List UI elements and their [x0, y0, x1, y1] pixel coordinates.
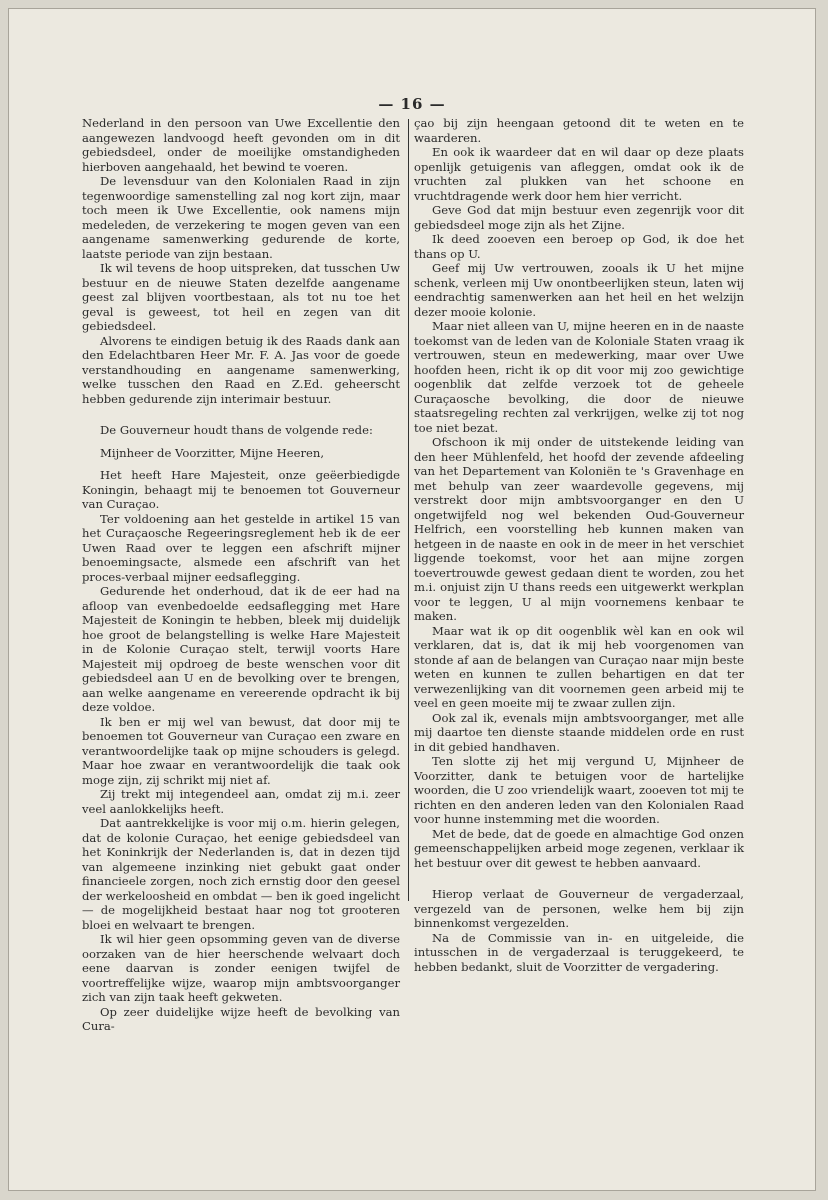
- paragraph: Dat aantrekkelijke is voor mij o.m. hierin gelegen, dat de kolonie Curaçao, het eenige gebiedsdeel van het Koninkrijk der Nederlanden is, dat in dezen tijd van algemeene inzinking niet gebukt gaat onder financieele zorgen, noch zich ernstig door den geesel der werkeloosheid en ombdat — ben ik goed ingelicht — de mogelijkheid bestaat haar nog tot grooteren bloei en welvaart te brengen.: [82, 816, 400, 932]
- paragraph: Geve God dat mijn bestuur even zegenrijk voor dit gebiedsdeel moge zijn als het Zijne.: [414, 203, 744, 232]
- paragraph: Ook zal ik, evenals mijn ambtsvoorganger, met alle mij daartoe ten dienste staande middelen orde en rust in dit gebied handhaven.: [414, 710, 744, 754]
- right-column: [414, 116, 744, 974]
- paragraph: De levensduur van den Kolonialen Raad in zijn tegenwoordige samenstelling zal nog kort zijn, maar toch meen ik Uwe Excellentie, ook namens mijn medeleden, de verzekering te mogen geven van een aangename samenwerking gedurende de korte, laatste periode van zijn bestaan.: [82, 174, 400, 261]
- paragraph: Na de Commissie van in- en uitgeleide, die intusschen in de vergaderzaal is teruggekeerd, te hebben bedankt, sluit de Voorzitter de vergadering.: [414, 930, 744, 974]
- paragraph: Ofschoon ik mij onder de uitstekende leiding van den heer Mühlenfeld, het hoofd der zevende afdeeling van het Departement van Koloniën te 's Gravenhage en met behulp van zeer waardevolle gegevens, mij verstrekt door mijn ambtsvoorganger en den U ongetwijfeld nog wel bekenden Oud-Gouverneur Helfrich, een voorstelling heb kunnen maken van hetgeen in de naaste en ook in de meer in het verschiet liggende toekomst, voor het aan mijne zorgen toevertrouwde gewest gedaan dient te worden, zou het m.i. onjuist zijn U thans reeds een uitgewerkt werkplan voor te leggen, U al mijn voornemens kenbaar te maken.: [414, 435, 744, 623]
- paragraph: Maar wat ik op dit oogenblik wèl kan en ook wil verklaren, dat is, dat ik mij heb voorgenomen van stonde af aan de belangen van Curaçao naar mijn beste weten en kunnen te zullen behartigen en dat ter verwezenlijking van dit voornemen geen arbeid mij te veel en geen moeite mij te zwaar zullen zijn.: [414, 623, 744, 710]
- paragraph: Ten slotte zij het mij vergund U, Mijnheer de Voorzitter, dank te betuigen voor de hartelijke woorden, die U zoo vriendelijk waart, zooeven tot mij te richten en den anderen leden van den Kolonialen Raad voor hunne instemming met die woorden.: [414, 754, 744, 826]
- paragraph: Ter voldoening aan het gestelde in artikel 15 van het Curaçaosche Regeeringsreglement heb ik de eer Uwen Raad over te leggen een afschrift mijner benoemingsacte, alsmede een afschrift van het proces-verbaal mijner eedsaflegging.: [82, 511, 400, 584]
- left-column: [82, 116, 400, 1034]
- paragraph: Hierop verlaat de Gouverneur de vergaderzaal, vergezeld van de personen, welke hem bij zijn binnenkomst vergezelden.: [414, 887, 744, 930]
- paragraph: Ik wil tevens de hoop uitspreken, dat tusschen Uw bestuur en de nieuwe Staten dezelfde aangename geest zal blijven voortbestaan, als tot nu toe het geval is geweest, tot heil en zegen van dit gebiedsdeel.: [82, 261, 400, 333]
- paragraph: Maar niet alleen van U, mijne heeren en in de naaste toekomst van de leden van de Koloniale Staten vraag ik vertrouwen, steun en medewerking, maar over Uwe hoofden heen, richt ik op dit voor mij zoo gewichtige oogenblik dat zelfde verzoek tot de geheele Curaçaosche bevolking, die door de nieuwe staatsregeling rechten zal verkrijgen, welke zij tot nog toe niet bezat.: [414, 319, 744, 435]
- paragraph: Ik wil hier geen opsomming geven van de diverse oorzaken van de hier heerschende welvaart doch eene daarvan is zonder eenigen twijfel de voortreffelijke wijze, waarop mijn ambtsvoorganger zich van zijn taak heeft gekweten.: [82, 932, 400, 1004]
- paragraph: En ook ik waardeer dat en wil daar op deze plaats openlijk getuigenis van afleggen, omdat ook ik de vruchten zal plukken van het schoone en vruchtdragende werk door hem hier verricht.: [414, 145, 744, 203]
- paragraph: çao bij zijn heengaan getoond dit te weten en te waarderen.: [414, 116, 744, 145]
- paragraph: Alvorens te eindigen betuig ik des Raads dank aan den Edelachtbaren Heer Mr. F. A. Jas voor de goede verstandhouding en aangename samenwerking, welke tusschen den Raad en Z.Ed. geheerscht hebben gedurende zijn interimair bestuur.: [82, 333, 400, 406]
- paragraph: Mijnheer de Voorzitter, Mijne Heeren,: [100, 445, 325, 460]
- paragraph: Ik ben er mij wel van bewust, dat door mij te benoemen tot Gouverneur van Curaçao een zware en verantwoordelijke taak op mijne schouders is gelegd. Maar hoe zwaar en verantwoordelijk die taak ook moge zijn, zij schrikt mij niet af.: [82, 714, 400, 787]
- paragraph: Op zeer duidelijke wijze heeft de bevolking van Cura-: [82, 1004, 400, 1033]
- paragraph: De Gouverneur houdt thans de volgende rede:: [100, 423, 373, 437]
- column-divider: [408, 119, 409, 901]
- paragraph: Met de bede, dat de goede en almachtige God onzen gemeenschappelijken arbeid moge zegenen, verklaar ik het bestuur over dit gewest te hebben aanvaard.: [414, 826, 744, 870]
- paragraph: Gedurende het onderhoud, dat ik de eer had na afloop van evenbedoelde eedsaflegging met Hare Majesteit de Koningin te hebben, bleek mij duidelijk hoe groot de belangstelling is welke Hare Majesteit in de Kolonie Curaçao stelt, terwijl voorts Hare Majesteit mij opdroeg de beste wenschen voor dit gebiedsdeel aan U en de bevolking over te brengen, aan welke aangename en vereerende opdracht ik bij deze voldoe.: [82, 584, 400, 714]
- paragraph: Geef mij Uw vertrouwen, zooals ik U het mijne schenk, verleen mij Uw onontbeerlijken steun, laten wij eendrachtig samenwerken aan het heil en het welzijn dezer mooie kolonie.: [414, 261, 744, 319]
- paragraph: Ik deed zooeven een beroep op God, ik doe het thans op U.: [414, 232, 744, 261]
- paragraph: Het heeft Hare Majesteit, onze geëerbiedigde Koningin, behaagt mij te benoemen tot Gouverneur van Curaçao.: [82, 468, 400, 511]
- document-page: [8, 8, 816, 1191]
- paragraph: Nederland in den persoon van Uwe Excellentie den aangewezen landvoogd heeft gevonden om in dit gebiedsdeel, onder de moeilijke omstandigheden hierboven aangehaald, het bewind te voeren.: [82, 116, 400, 174]
- paragraph: Zij trekt mij integendeel aan, omdat zij m.i. zeer veel aanlokkelijks heeft.: [82, 787, 400, 816]
- page-number: — 16 —: [378, 95, 446, 113]
